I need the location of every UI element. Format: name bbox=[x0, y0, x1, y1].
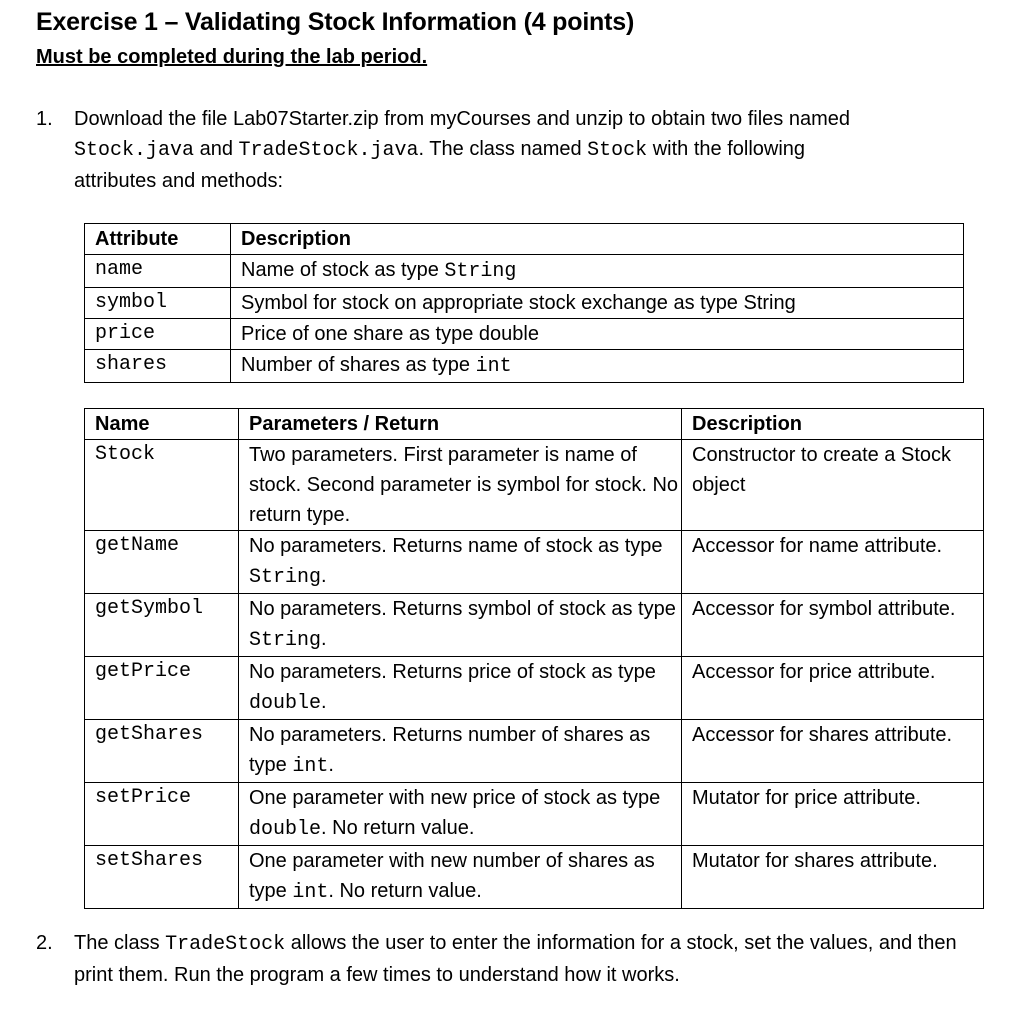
method-params: One parameter with new price of stock as type double. No return value. bbox=[239, 783, 682, 846]
header-name: Name bbox=[85, 409, 239, 440]
step-2-number: 2. bbox=[36, 932, 53, 954]
step-2-text: The class TradeStock allows the user to enter the information for a stock, set the values, and then print them. Run the program a few times to understand how it works. bbox=[74, 932, 957, 986]
header-attribute: Attribute bbox=[85, 224, 231, 255]
attr-name: price bbox=[85, 319, 231, 350]
method-params: Two parameters. First parameter is name of stock. Second parameter is symbol for stock. No return type. bbox=[239, 440, 682, 531]
attr-desc: Price of one share as type double bbox=[231, 319, 964, 350]
table-row bbox=[85, 319, 964, 350]
method-params: One parameter with new number of shares as type int. No return value. bbox=[239, 846, 682, 909]
attribute-table bbox=[84, 223, 964, 383]
table-row bbox=[85, 440, 984, 531]
file-tradestock-java: TradeStock.java bbox=[238, 139, 419, 162]
table-row bbox=[85, 657, 984, 720]
method-desc: Mutator for price attribute. bbox=[682, 783, 984, 846]
lab-period-note: Must be completed during the lab period. bbox=[36, 46, 428, 68]
method-table bbox=[84, 408, 984, 909]
method-name: getShares bbox=[85, 720, 239, 783]
attr-name: name bbox=[85, 255, 231, 288]
method-desc: Accessor for shares attribute. bbox=[682, 720, 984, 783]
step-1-line1: Download the file Lab07Starter.zip from myCourses and unzip to obtain two files named bbox=[74, 108, 850, 130]
table-row bbox=[85, 783, 984, 846]
method-desc: Accessor for symbol attribute. bbox=[682, 594, 984, 657]
step-1-text bbox=[74, 104, 994, 196]
method-params: No parameters. Returns number of shares as type int. bbox=[239, 720, 682, 783]
attr-desc: Name of stock as type String bbox=[231, 255, 964, 288]
method-params: No parameters. Returns name of stock as type String. bbox=[239, 531, 682, 594]
step-1-mid: . The class named bbox=[418, 138, 588, 160]
step-1-line3: attributes and methods: bbox=[74, 170, 284, 192]
table-header-row bbox=[85, 224, 964, 255]
file-stock-java: Stock.java bbox=[74, 139, 195, 162]
exercise-title: Exercise 1 – Validating Stock Information (4 points) bbox=[36, 8, 635, 36]
step-1-number: 1. bbox=[36, 108, 53, 130]
method-desc: Accessor for price attribute. bbox=[682, 657, 984, 720]
method-desc: Accessor for name attribute. bbox=[682, 531, 984, 594]
method-desc: Constructor to create a Stock object bbox=[682, 440, 984, 531]
table-row bbox=[85, 720, 984, 783]
table-row bbox=[85, 350, 964, 383]
method-name: setShares bbox=[85, 846, 239, 909]
table-row bbox=[85, 594, 984, 657]
method-name: Stock bbox=[85, 440, 239, 531]
class-stock: Stock bbox=[587, 139, 648, 162]
table-row bbox=[85, 846, 984, 909]
attr-desc: Number of shares as type int bbox=[231, 350, 964, 383]
step-1-end: with the following bbox=[647, 138, 806, 160]
method-desc: Mutator for shares attribute. bbox=[682, 846, 984, 909]
table-row bbox=[85, 288, 964, 319]
table-header-row bbox=[85, 409, 984, 440]
method-params: No parameters. Returns symbol of stock as type String. bbox=[239, 594, 682, 657]
class-tradestock: TradeStock bbox=[165, 933, 286, 956]
header-description: Description bbox=[231, 224, 964, 255]
step-1-and: and bbox=[194, 138, 239, 160]
table-row bbox=[85, 531, 984, 594]
method-name: getSymbol bbox=[85, 594, 239, 657]
method-params: No parameters. Returns price of stock as type double. bbox=[239, 657, 682, 720]
step-1 bbox=[36, 104, 996, 194]
attr-name: shares bbox=[85, 350, 231, 383]
method-name: setPrice bbox=[85, 783, 239, 846]
method-name: getName bbox=[85, 531, 239, 594]
header-parameters-return: Parameters / Return bbox=[239, 409, 682, 440]
attr-name: symbol bbox=[85, 288, 231, 319]
attr-desc: Symbol for stock on appropriate stock exchange as type String bbox=[231, 288, 964, 319]
method-name: getPrice bbox=[85, 657, 239, 720]
step-2 bbox=[36, 928, 996, 988]
table-row bbox=[85, 255, 964, 288]
header-description: Description bbox=[682, 409, 984, 440]
